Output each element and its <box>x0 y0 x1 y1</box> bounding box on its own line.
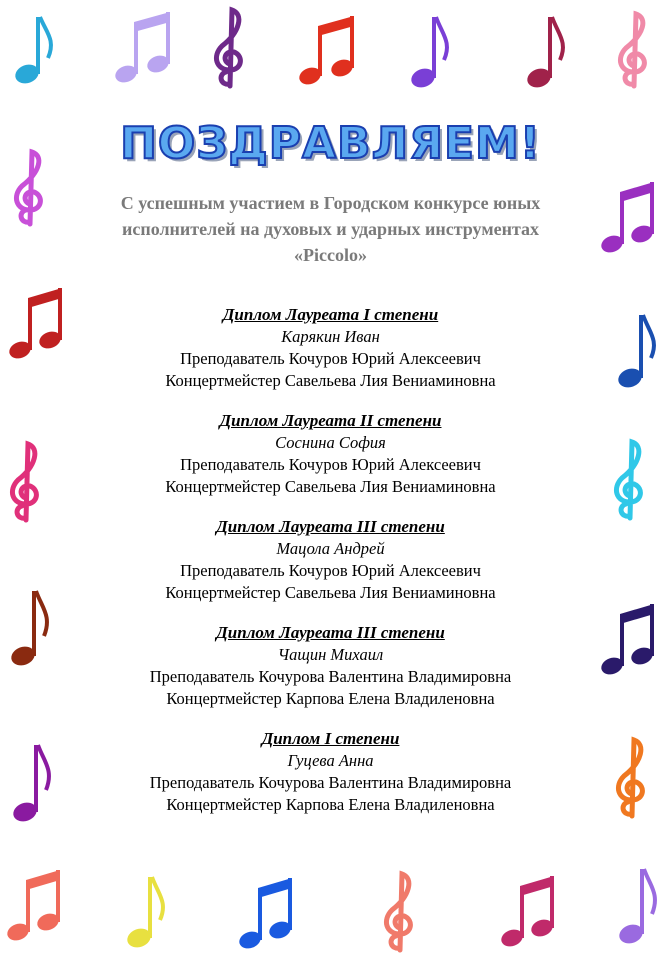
treble-clef-icon <box>382 870 416 954</box>
teacher-line: Преподаватель Кочуров Юрий Алексеевич <box>180 349 481 368</box>
music-note-icon <box>126 872 160 952</box>
music-note-icon <box>410 12 444 92</box>
music-note-icon <box>618 864 652 948</box>
award-block <box>0 728 661 816</box>
winner-name: Чащин Михаил <box>277 645 384 664</box>
subtitle-line: «Piccolo» <box>294 245 367 265</box>
subtitle <box>70 190 591 268</box>
winner-name: Мацола Андрей <box>276 539 385 558</box>
subtitle-line: С успешным участием в Городском конкурсе юных <box>120 193 541 213</box>
award-block <box>0 410 661 498</box>
award-title: Диплом Лауреата III степени <box>216 623 445 642</box>
subtitle-line: исполнителей на духовых и ударных инструментах <box>121 219 540 239</box>
page-title: ПОЗДРАВЛЯЕМ! <box>120 118 541 169</box>
winner-name: Карякин Иван <box>281 327 380 346</box>
music-note-icon <box>526 12 560 92</box>
accompanist-line: Концертмейстер Карпова Елена Владиленовна <box>166 795 495 814</box>
winner-name: Соснина София <box>275 433 386 452</box>
double-note-icon <box>114 8 170 88</box>
award-block <box>0 622 661 710</box>
award-block <box>0 516 661 604</box>
teacher-line: Преподаватель Кочурова Валентина Владимировна <box>149 667 512 686</box>
award-block <box>0 304 661 392</box>
double-note-icon <box>298 10 354 90</box>
teacher-line: Преподаватель Кочурова Валентина Владимировна <box>149 773 512 792</box>
award-title: Диплом Лауреата I степени <box>222 305 439 324</box>
double-note-icon <box>238 872 294 952</box>
award-title: Диплом Лауреата III степени <box>216 517 445 536</box>
double-note-icon <box>6 866 62 946</box>
accompanist-line: Концертмейстер Карпова Елена Владиленовна <box>166 689 495 708</box>
award-title: Диплом Лауреата II степени <box>219 411 442 430</box>
teacher-line: Преподаватель Кочуров Юрий Алексеевич <box>180 455 481 474</box>
accompanist-line: Концертмейстер Савельева Лия Вениаминовна <box>165 477 496 496</box>
award-title: Диплом I степени <box>261 729 400 748</box>
awards-list <box>0 304 661 834</box>
music-note-icon <box>14 12 48 92</box>
double-note-icon <box>500 870 556 950</box>
teacher-line: Преподаватель Кочуров Юрий Алексеевич <box>180 561 481 580</box>
treble-clef-icon <box>618 10 648 90</box>
accompanist-line: Концертмейстер Савельева Лия Вениаминовна <box>165 371 496 390</box>
double-note-icon <box>600 178 656 258</box>
treble-clef-icon <box>212 6 246 90</box>
winner-name: Гуцева Анна <box>287 751 374 770</box>
accompanist-line: Концертмейстер Савельева Лия Вениаминовна <box>165 583 496 602</box>
